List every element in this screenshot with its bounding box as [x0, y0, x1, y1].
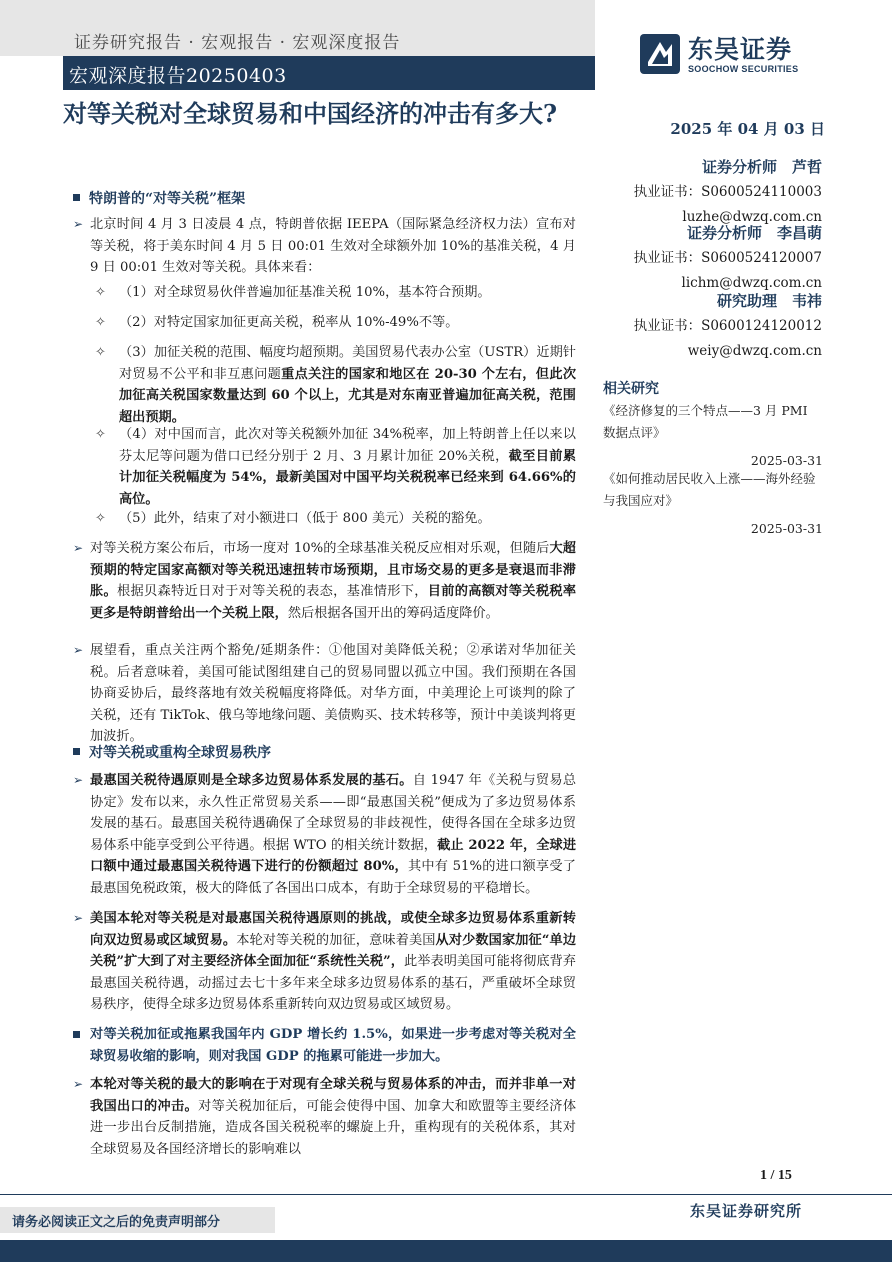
diamond-bullet-icon: ✧	[95, 427, 106, 442]
brand-logo	[640, 30, 830, 80]
analyst-cert: 执业证书：S0600124120012	[633, 318, 822, 334]
arrow-bullet-icon: ➢	[73, 643, 84, 657]
page-number: 1 / 15	[760, 1168, 792, 1183]
analyst-block-2	[612, 222, 822, 295]
analyst-cert: 执业证书：S0600524120007	[633, 250, 822, 266]
square-bullet-icon	[73, 1031, 80, 1038]
sub-item-5: ✧ （5）此外，结束了对小额进口（低于 800 美元）关税的豁免。	[95, 508, 576, 530]
diamond-bullet-icon: ✧	[95, 345, 106, 360]
soochow-logo-icon	[640, 34, 680, 74]
sub-item-3: ✧ （3）加征关税的范围、幅度均超预期。美国贸易代表办公室（USTR）近期针对贸易不公平和非互惠问题重点关注的国家和地区在 20-30 个左右，但此次加征高关税国家数量达到 60 个以上，尤其是对东南亚普遍加征高关税，范围超出预期。	[95, 342, 576, 428]
footer-firm-name: 东吴证券研究所	[690, 1202, 803, 1220]
body-paragraph-3: ➢ 展望看，重点关注两个豁免/延期条件：①他国对美降低关税；②承诺对华加征关税。后者意味着，美国可能试图组建自己的贸易同盟以孤立中国。我们预期在各国协商妥协后，最终落地有效关税幅度将降低。对华方面，中美理论上可谈判的除了关税，还有 TikTok、俄乌等地缘问题、美债购买、技术转移等，预计中美谈判将更加波折。	[73, 640, 576, 748]
report-date: 2025 年 04 月 03 日	[670, 120, 825, 138]
analyst-name: 证券分析师 芦哲	[701, 158, 822, 176]
arrow-bullet-icon: ➢	[73, 1077, 84, 1091]
analyst-email[interactable]: lichm@dwzq.com.cn	[681, 275, 822, 291]
arrow-bullet-icon: ➢	[73, 541, 84, 555]
diamond-bullet-icon: ✧	[95, 285, 106, 300]
analyst-cert: 执业证书：S0600524110003	[633, 184, 822, 200]
sub-item-1: ✧ （1）对全球贸易伙伴普遍加征基准关税 10%，基本符合预期。	[95, 282, 576, 304]
analyst-email[interactable]: luzhe@dwzq.com.cn	[682, 209, 822, 225]
bottom-bar	[0, 1240, 892, 1262]
footer-divider	[0, 1194, 892, 1195]
square-bullet-icon	[73, 194, 80, 201]
logo-text-cn: 东吴证券	[688, 35, 793, 64]
header-band	[0, 0, 595, 56]
body-paragraph-5: ➢ 美国本轮对等关税是对最惠国关税待遇原则的挑战，或使全球多边贸易体系重新转向双边贸易或区域贸易。本轮对等关税的加征，意味着美国从对少数国家加征“单边关税”扩大到了对主要经济体全面加征“系统性关税”，此举表明美国可能将彻底背弃最惠国关税待遇，动摇过去七十多年来全球多边贸易体系的基石，严重破坏全球贸易秩序，使得全球多边贸易体系重新转向双边贸易或区域贸易。	[73, 908, 576, 1016]
analyst-block-3	[612, 290, 822, 363]
arrow-bullet-icon: ➢	[73, 911, 84, 925]
body-paragraph-6: ➢ 本轮对等关税的最大的影响在于对现有全球关税与贸易体系的冲击，而并非单一对我国出口的冲击。对等关税加征后，可能会使得中国、加拿大和欧盟等主要经济体进一步出台反制措施，造成各国关税税率的螺旋上升，重构现有的关税体系，其对全球贸易及各国经济增长的影响难以	[73, 1074, 576, 1160]
related-item-date: 2025-03-31	[750, 521, 823, 536]
sub-item-2: ✧ （2）对特定国家加征更高关税，税率从 10%-49%不等。	[95, 312, 576, 334]
diamond-bullet-icon: ✧	[95, 315, 106, 330]
analyst-email[interactable]: weiy@dwzq.com.cn	[687, 343, 822, 359]
sub-item-4: ✧ （4）对中国而言，此次对等关税额外加征 34%税率，加上特朗普上任以来以芬太尼等问题为借口已经分别于 2 月、3 月累计加征 20%关税，截至目前累计加征关税幅度为 54%，最新美国对中国平均关税税率已经来到 64.66%的高位。	[95, 424, 576, 510]
report-title: 对等关税对全球贸易和中国经济的冲击有多大?	[63, 99, 558, 128]
section-heading-1: 特朗普的“对等关税”框架	[73, 188, 245, 208]
report-type-bar: 宏观深度报告20250403	[63, 56, 595, 90]
square-bullet-icon	[73, 748, 80, 755]
analyst-block-1	[612, 156, 822, 229]
related-research-heading: 相关研究	[603, 381, 659, 397]
diamond-bullet-icon: ✧	[95, 511, 106, 526]
disclaimer-notice[interactable]: 请务必阅读正文之后的免责声明部分	[12, 1215, 221, 1230]
related-item[interactable]	[603, 468, 823, 540]
analyst-name: 研究助理 韦祎	[716, 292, 822, 310]
body-paragraph-4: ➢ 最惠国关税待遇原则是全球多边贸易体系发展的基石。自 1947 年《关税与贸易总协定》发布以来，永久性正常贸易关系——即“最惠国关税”便成为了多边贸易体系发展的基石。最惠国关税待遇确保了全球贸易的非歧视性，使得各国在全球多边贸易体系中能享受到公平待遇。根据 WTO 的相关统计数据，截止 2022 年，全球进口额中通过最惠国关税待遇下进行的份额超过 80%，其中有 51%的进口额享受了最惠国免税政策，极大的降低了各国出口成本，有助于全球贸易的平稳增长。	[73, 770, 576, 899]
arrow-bullet-icon: ➢	[73, 773, 84, 787]
report-category: 证券研究报告 · 宏观报告 · 宏观深度报告	[74, 33, 401, 53]
related-item-title[interactable]: 《如何推动居民收入上涨——海外经验与我国应对》	[603, 471, 816, 508]
section-heading-3: 对等关税加征或拖累我国年内 GDP 增长约 1.5%，如果进一步考虑对等关税对全球贸易收缩的影响，则对我国 GDP 的拖累可能进一步加大。	[73, 1024, 576, 1067]
related-item-date: 2025-03-31	[750, 453, 823, 468]
arrow-bullet-icon: ➢	[73, 217, 84, 231]
disclaimer-band	[0, 1207, 275, 1233]
related-item-title[interactable]: 《经济修复的三个特点——3 月 PMI 数据点评》	[603, 403, 808, 440]
logo-text-en: SOOCHOW SECURITIES	[688, 64, 799, 74]
body-paragraph-2: ➢ 对等关税方案公布后，市场一度对 10%的全球基准关税反应相对乐观，但随后大超预期的特定国家高额对等关税迅速扭转市场预期，且市场交易的更多是衰退而非滞胀。根据贝森特近日对于对等关税的表态，基准情形下，目前的高额对等关税税率更多是特朗普给出一个关税上限，然后根据各国开出的筹码适度降价。	[73, 538, 576, 624]
related-item[interactable]	[603, 400, 823, 472]
section-heading-2: 对等关税或重构全球贸易秩序	[73, 742, 271, 762]
body-paragraph-1: ➢ 北京时间 4 月 3 日凌晨 4 点，特朗普依据 IEEPA（国际紧急经济权力法）宣布对等关税，将于美东时间 4 月 5 日 00:01 生效对全球额外加 10%的基准关税，4 月 9 日 00:01 生效对等关税。具体来看：	[73, 214, 576, 279]
analyst-name: 证券分析师 李昌萌	[686, 224, 822, 242]
